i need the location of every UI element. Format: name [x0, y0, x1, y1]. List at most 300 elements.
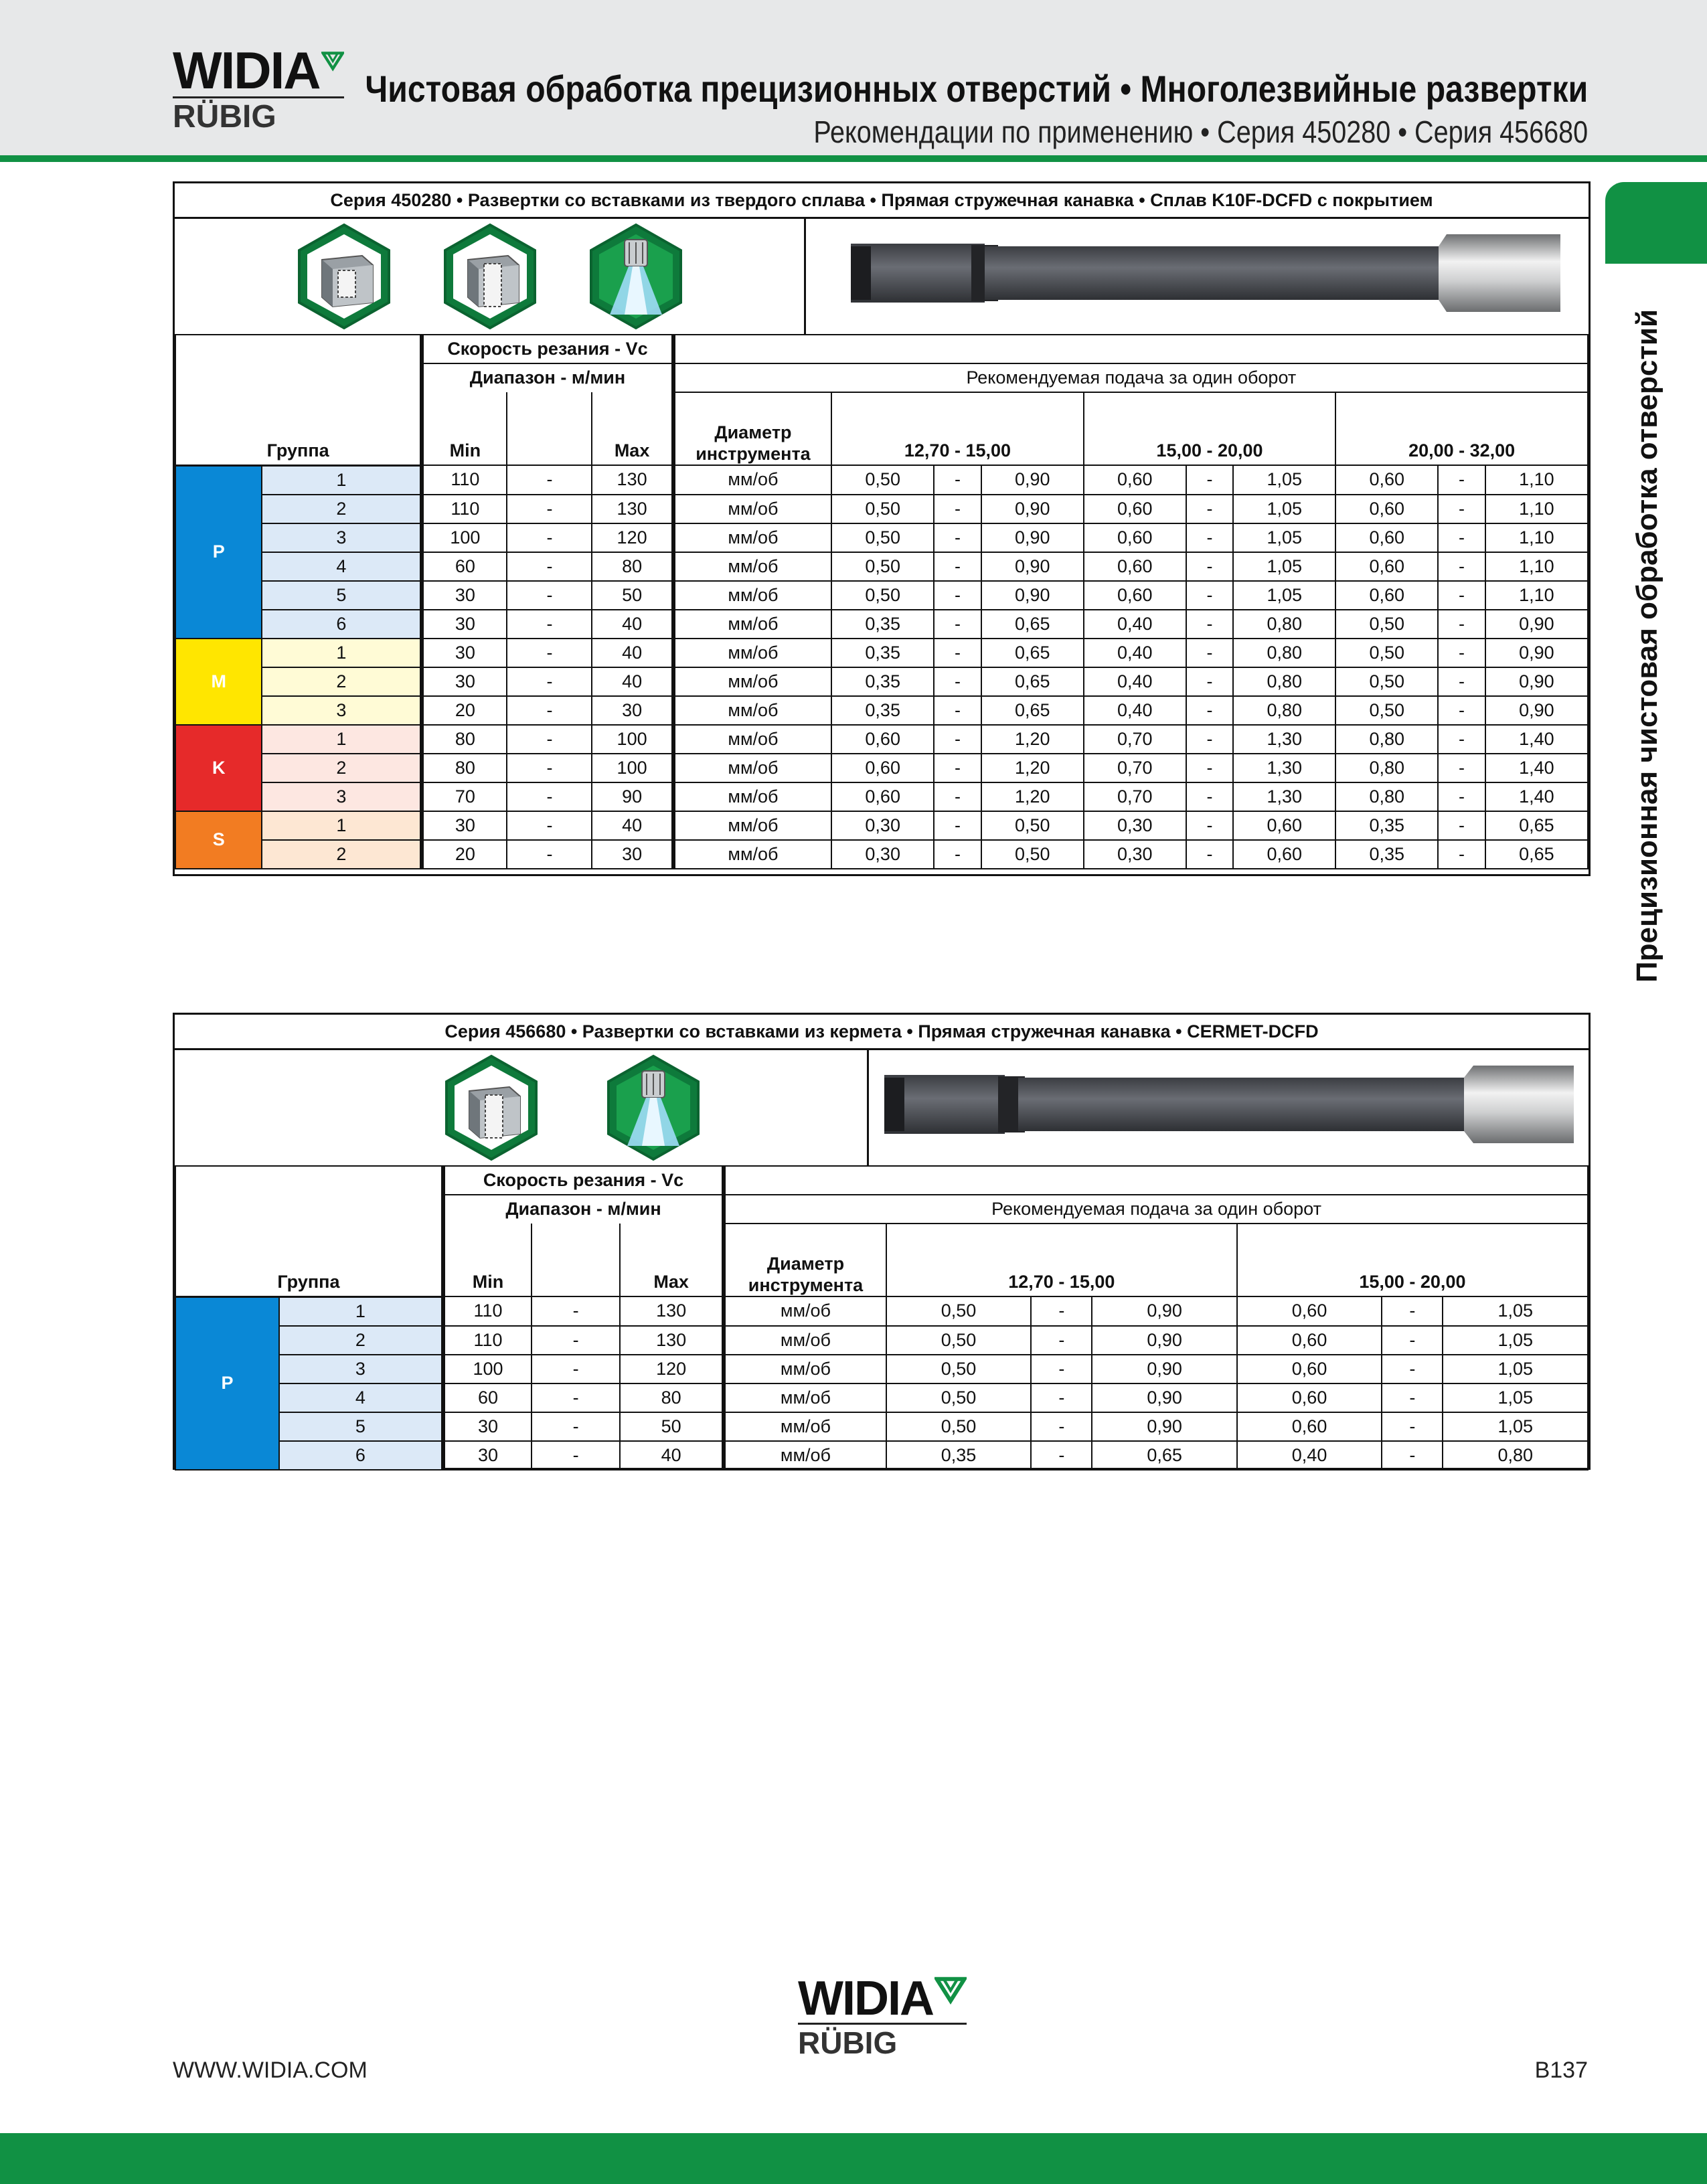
range-separator: -: [1438, 667, 1485, 696]
range-separator: -: [1186, 610, 1234, 639]
header-rule: [0, 155, 1707, 162]
subgroup-number: 6: [279, 1441, 443, 1470]
feed-max: 1,10: [1485, 465, 1588, 495]
feed-min: 0,40: [1084, 696, 1186, 725]
feed-max: 1,10: [1485, 523, 1588, 552]
feed-max: 1,20: [981, 782, 1084, 811]
application-icons: [175, 1050, 869, 1165]
feed-unit: мм/об: [673, 552, 832, 581]
range-separator: -: [1382, 1383, 1443, 1412]
feed-max: 0,65: [981, 639, 1084, 667]
feed-min: 0,60: [1084, 465, 1186, 495]
range-separator: -: [507, 754, 592, 782]
table-row: [175, 1326, 1588, 1355]
range-separator: -: [1186, 552, 1234, 581]
logo-text: WIDIA: [798, 1972, 933, 2025]
feed-min: 0,70: [1084, 725, 1186, 754]
feed-max: 1,20: [981, 754, 1084, 782]
page-title: Чистовая обработка прецизионных отверстий • Многолезвийные развертки: [365, 68, 1588, 110]
feed-min: 0,60: [1084, 581, 1186, 610]
range-separator: -: [1438, 782, 1485, 811]
feed-min: 0,60: [1237, 1296, 1382, 1326]
range-separator: -: [1186, 840, 1234, 869]
range-separator: -: [507, 465, 592, 495]
footer-logo: [798, 1972, 967, 2060]
table-row: [175, 639, 1588, 667]
subgroup-number: 3: [262, 523, 422, 552]
diameter-range-1: 12,70 - 15,00: [1008, 1272, 1115, 1292]
coolant-through-icon: [587, 222, 685, 331]
feed-min: 0,35: [831, 696, 934, 725]
feed-min: 0,35: [831, 667, 934, 696]
feed-min: 0,30: [1084, 811, 1186, 840]
feed-min: 0,60: [1335, 581, 1438, 610]
subgroup-number: 5: [279, 1412, 443, 1441]
speed-max: 120: [620, 1355, 724, 1383]
speed-min: 30: [422, 610, 507, 639]
range-separator: -: [507, 610, 592, 639]
table-row: [175, 1355, 1588, 1383]
speed-max: 130: [620, 1296, 724, 1326]
feed-min: 0,60: [1335, 465, 1438, 495]
range-separator: -: [1186, 754, 1234, 782]
through-hole-icon: [442, 1054, 540, 1162]
feed-header: Рекомендуемая подача за один оборот: [966, 367, 1297, 388]
website-url[interactable]: WWW.WIDIA.COM: [173, 2057, 368, 2083]
feed-max: 1,10: [1485, 552, 1588, 581]
feed-unit: мм/об: [673, 667, 832, 696]
speed-max: 40: [620, 1441, 724, 1470]
table-row: [175, 1412, 1588, 1441]
speed-min: 30: [443, 1441, 532, 1470]
through-hole-icon: [441, 222, 539, 331]
speed-min: 110: [422, 465, 507, 495]
feed-max: 0,90: [981, 523, 1084, 552]
speed-min: 100: [422, 523, 507, 552]
feed-max: 0,90: [1092, 1296, 1236, 1326]
feed-min: 0,60: [1335, 523, 1438, 552]
range-separator: -: [507, 840, 592, 869]
feed-max: 0,90: [1092, 1355, 1236, 1383]
table-caption: Серия 456680 • Развертки со вставками из кермета • Прямая стружечная канавка • CERMET-DCFD: [175, 1015, 1589, 1050]
feed-max: 1,40: [1485, 725, 1588, 754]
range-separator: -: [1186, 465, 1234, 495]
range-separator: -: [1186, 782, 1234, 811]
feed-unit: мм/об: [673, 840, 832, 869]
feed-min: 0,30: [831, 840, 934, 869]
table-row: [175, 581, 1588, 610]
speed-max: 30: [592, 840, 673, 869]
range-separator: -: [1438, 639, 1485, 667]
max-header: Max: [614, 440, 650, 460]
speed-min: 100: [443, 1355, 532, 1383]
feed-max: 0,60: [1233, 811, 1335, 840]
range-separator: -: [934, 754, 981, 782]
range-separator: -: [532, 1383, 620, 1412]
feed-max: 0,90: [1485, 696, 1588, 725]
series-456680-table: [173, 1013, 1591, 1470]
subgroup-number: 3: [262, 782, 422, 811]
speed-min: 110: [422, 495, 507, 523]
feed-max: 1,05: [1443, 1383, 1588, 1412]
feed-header: Рекомендуемая подача за один оборот: [991, 1199, 1321, 1219]
speed-max: 30: [592, 696, 673, 725]
range-separator: -: [934, 495, 981, 523]
subgroup-number: 1: [262, 811, 422, 840]
logo-mark-icon: [934, 1975, 967, 2005]
feed-unit: мм/об: [673, 725, 832, 754]
feed-max: 1,10: [1485, 581, 1588, 610]
feed-min: 0,35: [831, 610, 934, 639]
feed-min: 0,35: [1335, 811, 1438, 840]
reamer-tool-image: [851, 230, 1560, 317]
page-number: B137: [1534, 2057, 1588, 2083]
table-row: [175, 1383, 1588, 1412]
feed-min: 0,40: [1084, 639, 1186, 667]
feed-min: 0,80: [1335, 754, 1438, 782]
series-450280-table: [173, 181, 1591, 876]
min-header: Min: [449, 440, 481, 460]
range-separator: -: [934, 811, 981, 840]
feed-max: 0,80: [1443, 1441, 1588, 1470]
subgroup-number: 2: [262, 840, 422, 869]
feed-max: 1,40: [1485, 754, 1588, 782]
range-separator: -: [507, 639, 592, 667]
range-separator: -: [507, 495, 592, 523]
range-separator: -: [1186, 523, 1234, 552]
feed-unit: мм/об: [673, 581, 832, 610]
range-separator: -: [507, 696, 592, 725]
range-separator: -: [1438, 696, 1485, 725]
subgroup-number: 1: [262, 465, 422, 495]
subgroup-number: 2: [279, 1326, 443, 1355]
speed-max: 100: [592, 725, 673, 754]
range-separator: -: [1438, 811, 1485, 840]
range-separator: -: [934, 725, 981, 754]
speed-min: 30: [422, 639, 507, 667]
range-separator: -: [532, 1412, 620, 1441]
logo-text: WIDIA: [173, 41, 320, 100]
feed-min: 0,40: [1084, 610, 1186, 639]
feed-max: 1,30: [1233, 725, 1335, 754]
table-row: [175, 610, 1588, 639]
feed-min: 0,60: [1335, 495, 1438, 523]
footer-bar: [0, 2133, 1707, 2184]
range-separator: -: [934, 782, 981, 811]
range-separator: -: [507, 552, 592, 581]
range-separator: -: [1186, 725, 1234, 754]
min-header: Min: [472, 1272, 504, 1292]
material-group-m: M: [175, 639, 262, 725]
speed-header: Скорость резания - Vc: [447, 339, 648, 359]
range-separator: -: [1438, 840, 1485, 869]
range-separator: -: [532, 1441, 620, 1470]
brand-logo: [173, 41, 344, 135]
range-separator: -: [934, 465, 981, 495]
feed-max: 0,80: [1233, 610, 1335, 639]
feed-max: 0,90: [1485, 667, 1588, 696]
range-separator: -: [1186, 696, 1234, 725]
feed-min: 0,80: [1335, 725, 1438, 754]
table-row: [175, 495, 1588, 523]
reamer-tool-image: [884, 1060, 1574, 1150]
feed-max: 0,90: [981, 495, 1084, 523]
feed-min: 0,70: [1084, 754, 1186, 782]
feed-unit: мм/об: [673, 696, 832, 725]
feed-min: 0,50: [886, 1326, 1031, 1355]
range-separator: -: [1031, 1355, 1092, 1383]
range-separator: -: [1438, 495, 1485, 523]
feed-max: 0,90: [1485, 639, 1588, 667]
feed-min: 0,50: [1335, 610, 1438, 639]
speed-max: 130: [592, 495, 673, 523]
feed-max: 0,90: [981, 581, 1084, 610]
max-header: Max: [653, 1272, 689, 1292]
speed-max: 80: [620, 1383, 724, 1412]
feed-max: 1,05: [1233, 465, 1335, 495]
table-row: [175, 811, 1588, 840]
table-row: [175, 552, 1588, 581]
range-separator: -: [507, 725, 592, 754]
range-separator: -: [934, 840, 981, 869]
range-separator: -: [1186, 495, 1234, 523]
feed-unit: мм/об: [673, 639, 832, 667]
speed-min: 30: [422, 811, 507, 840]
feed-min: 0,30: [1084, 840, 1186, 869]
speed-min: 20: [422, 696, 507, 725]
speed-max: 100: [592, 754, 673, 782]
range-separator: -: [1031, 1383, 1092, 1412]
subgroup-number: 5: [262, 581, 422, 610]
logo-mark-icon: [321, 44, 344, 78]
table-row: [175, 523, 1588, 552]
feed-unit: мм/об: [724, 1326, 886, 1355]
feed-max: 0,90: [1092, 1412, 1236, 1441]
speed-min: 60: [443, 1383, 532, 1412]
range-separator: -: [1382, 1355, 1443, 1383]
feed-min: 0,35: [1335, 840, 1438, 869]
feed-max: 1,10: [1485, 495, 1588, 523]
application-icons: [175, 219, 806, 334]
table-body: [175, 1296, 1588, 1470]
speed-max: 130: [592, 465, 673, 495]
range-separator: -: [507, 667, 592, 696]
feed-min: 0,60: [1237, 1355, 1382, 1383]
feed-min: 0,50: [886, 1412, 1031, 1441]
range-separator: -: [934, 667, 981, 696]
group-header: Группа: [266, 440, 329, 460]
feed-max: 0,65: [981, 610, 1084, 639]
feed-unit: мм/об: [724, 1441, 886, 1470]
speed-max: 90: [592, 782, 673, 811]
feed-max: 0,90: [1092, 1326, 1236, 1355]
material-group-k: K: [175, 725, 262, 811]
feed-max: 1,30: [1233, 782, 1335, 811]
speed-max: 40: [592, 811, 673, 840]
feed-min: 0,40: [1084, 667, 1186, 696]
feed-min: 0,50: [1335, 639, 1438, 667]
speed-min: 70: [422, 782, 507, 811]
group-header: Группа: [277, 1271, 340, 1292]
feed-unit: мм/об: [673, 495, 832, 523]
feed-min: 0,80: [1335, 782, 1438, 811]
feed-unit: мм/об: [724, 1296, 886, 1326]
table-row: [175, 1296, 1588, 1326]
coolant-through-icon: [604, 1054, 702, 1162]
feed-min: 0,60: [1237, 1412, 1382, 1441]
subgroup-number: 1: [279, 1296, 443, 1326]
subgroup-number: 4: [262, 552, 422, 581]
feed-max: 0,90: [1092, 1383, 1236, 1412]
speed-max: 40: [592, 610, 673, 639]
range-separator: -: [934, 696, 981, 725]
feed-min: 0,60: [831, 754, 934, 782]
feed-min: 0,50: [831, 495, 934, 523]
feed-max: 0,65: [981, 667, 1084, 696]
range-separator: -: [1438, 610, 1485, 639]
feed-min: 0,60: [831, 725, 934, 754]
speed-max: 50: [620, 1412, 724, 1441]
range-separator: -: [934, 639, 981, 667]
feed-min: 0,60: [1084, 523, 1186, 552]
feed-max: 1,05: [1233, 552, 1335, 581]
subgroup-number: 1: [262, 725, 422, 754]
feed-max: 0,80: [1233, 696, 1335, 725]
feed-max: 0,60: [1233, 840, 1335, 869]
speed-min: 110: [443, 1326, 532, 1355]
feed-unit: мм/об: [673, 523, 832, 552]
feed-unit: мм/об: [724, 1355, 886, 1383]
feed-min: 0,50: [831, 523, 934, 552]
range-separator: -: [532, 1326, 620, 1355]
range-separator: -: [532, 1296, 620, 1326]
speed-min: 60: [422, 552, 507, 581]
range-separator: -: [1186, 581, 1234, 610]
feed-max: 1,20: [981, 725, 1084, 754]
speed-max: 130: [620, 1326, 724, 1355]
range-separator: -: [1438, 754, 1485, 782]
feed-unit: мм/об: [673, 465, 832, 495]
feed-max: 0,90: [981, 552, 1084, 581]
feed-max: 1,30: [1233, 754, 1335, 782]
range-separator: -: [1438, 552, 1485, 581]
feed-max: 0,50: [981, 811, 1084, 840]
speed-max: 40: [592, 667, 673, 696]
speed-min: 30: [422, 581, 507, 610]
speed-min: 80: [422, 754, 507, 782]
range-separator: -: [507, 782, 592, 811]
subgroup-number: 2: [262, 667, 422, 696]
table-row: [175, 754, 1588, 782]
range-separator: -: [1438, 465, 1485, 495]
feed-max: 1,05: [1443, 1326, 1588, 1355]
feed-min: 0,60: [831, 782, 934, 811]
range-separator: -: [507, 523, 592, 552]
feed-min: 0,50: [886, 1355, 1031, 1383]
table-row: [175, 725, 1588, 754]
blind-hole-icon: [295, 222, 393, 331]
table-row: [175, 667, 1588, 696]
feed-max: 0,90: [1485, 610, 1588, 639]
table-row: [175, 465, 1588, 495]
range-separator: -: [934, 552, 981, 581]
feed-min: 0,30: [831, 811, 934, 840]
feed-min: 0,35: [831, 639, 934, 667]
feed-min: 0,50: [886, 1296, 1031, 1326]
feed-max: 0,65: [1092, 1441, 1236, 1470]
feed-min: 0,35: [886, 1441, 1031, 1470]
subgroup-number: 3: [262, 696, 422, 725]
feed-unit: мм/об: [673, 811, 832, 840]
feed-unit: мм/об: [724, 1383, 886, 1412]
feed-max: 0,80: [1233, 639, 1335, 667]
recommendation-table: [175, 334, 1589, 869]
subgroup-number: 4: [279, 1383, 443, 1412]
feed-max: 1,05: [1443, 1296, 1588, 1326]
table-row: [175, 782, 1588, 811]
range-separator: -: [1438, 581, 1485, 610]
feed-min: 0,60: [1335, 552, 1438, 581]
feed-max: 1,05: [1443, 1355, 1588, 1383]
diameter-range-2: 15,00 - 20,00: [1156, 440, 1263, 460]
speed-min: 20: [422, 840, 507, 869]
diameter-range-1: 12,70 - 15,00: [904, 440, 1011, 460]
diameter-range-2: 15,00 - 20,00: [1359, 1272, 1466, 1292]
range-separator: -: [1031, 1412, 1092, 1441]
speed-max: 50: [592, 581, 673, 610]
range-separator: -: [1031, 1296, 1092, 1326]
speed-min: 30: [422, 667, 507, 696]
table-row: [175, 840, 1588, 869]
table-row: [175, 696, 1588, 725]
range-separator: -: [1382, 1326, 1443, 1355]
material-group-p: P: [175, 465, 262, 639]
feed-max: 1,05: [1233, 523, 1335, 552]
speed-max: 40: [592, 639, 673, 667]
recommendation-table: [175, 1165, 1589, 1471]
feed-unit: мм/об: [673, 782, 832, 811]
section-side-label: Прецизионная чистовая обработка отверстий: [1631, 309, 1663, 983]
range-header: Диапазон - м/мин: [469, 367, 626, 388]
feed-max: 0,65: [981, 696, 1084, 725]
range-separator: -: [934, 610, 981, 639]
range-separator: -: [1031, 1441, 1092, 1470]
feed-min: 0,60: [1084, 552, 1186, 581]
speed-min: 80: [422, 725, 507, 754]
speed-header: Скорость резания - Vc: [483, 1170, 684, 1190]
feed-max: 0,90: [981, 465, 1084, 495]
range-header: Диапазон - м/мин: [505, 1199, 661, 1219]
range-separator: -: [507, 811, 592, 840]
feed-min: 0,50: [886, 1383, 1031, 1412]
feed-min: 0,40: [1237, 1441, 1382, 1470]
feed-unit: мм/об: [724, 1412, 886, 1441]
feed-max: 0,50: [981, 840, 1084, 869]
range-separator: -: [507, 581, 592, 610]
feed-min: 0,60: [1237, 1383, 1382, 1412]
subgroup-number: 2: [262, 495, 422, 523]
material-group-p: P: [175, 1296, 279, 1470]
subgroup-number: 3: [279, 1355, 443, 1383]
diameter-range-3: 20,00 - 32,00: [1408, 440, 1516, 460]
logo-subtext: RÜBIG: [798, 2023, 967, 2058]
page-subtitle: Рекомендации по применению • Серия 450280 • Серия 456680: [813, 114, 1588, 149]
subgroup-number: 6: [262, 610, 422, 639]
feed-unit: мм/об: [673, 754, 832, 782]
subgroup-number: 1: [262, 639, 422, 667]
material-group-s: S: [175, 811, 262, 869]
feed-min: 0,50: [831, 465, 934, 495]
